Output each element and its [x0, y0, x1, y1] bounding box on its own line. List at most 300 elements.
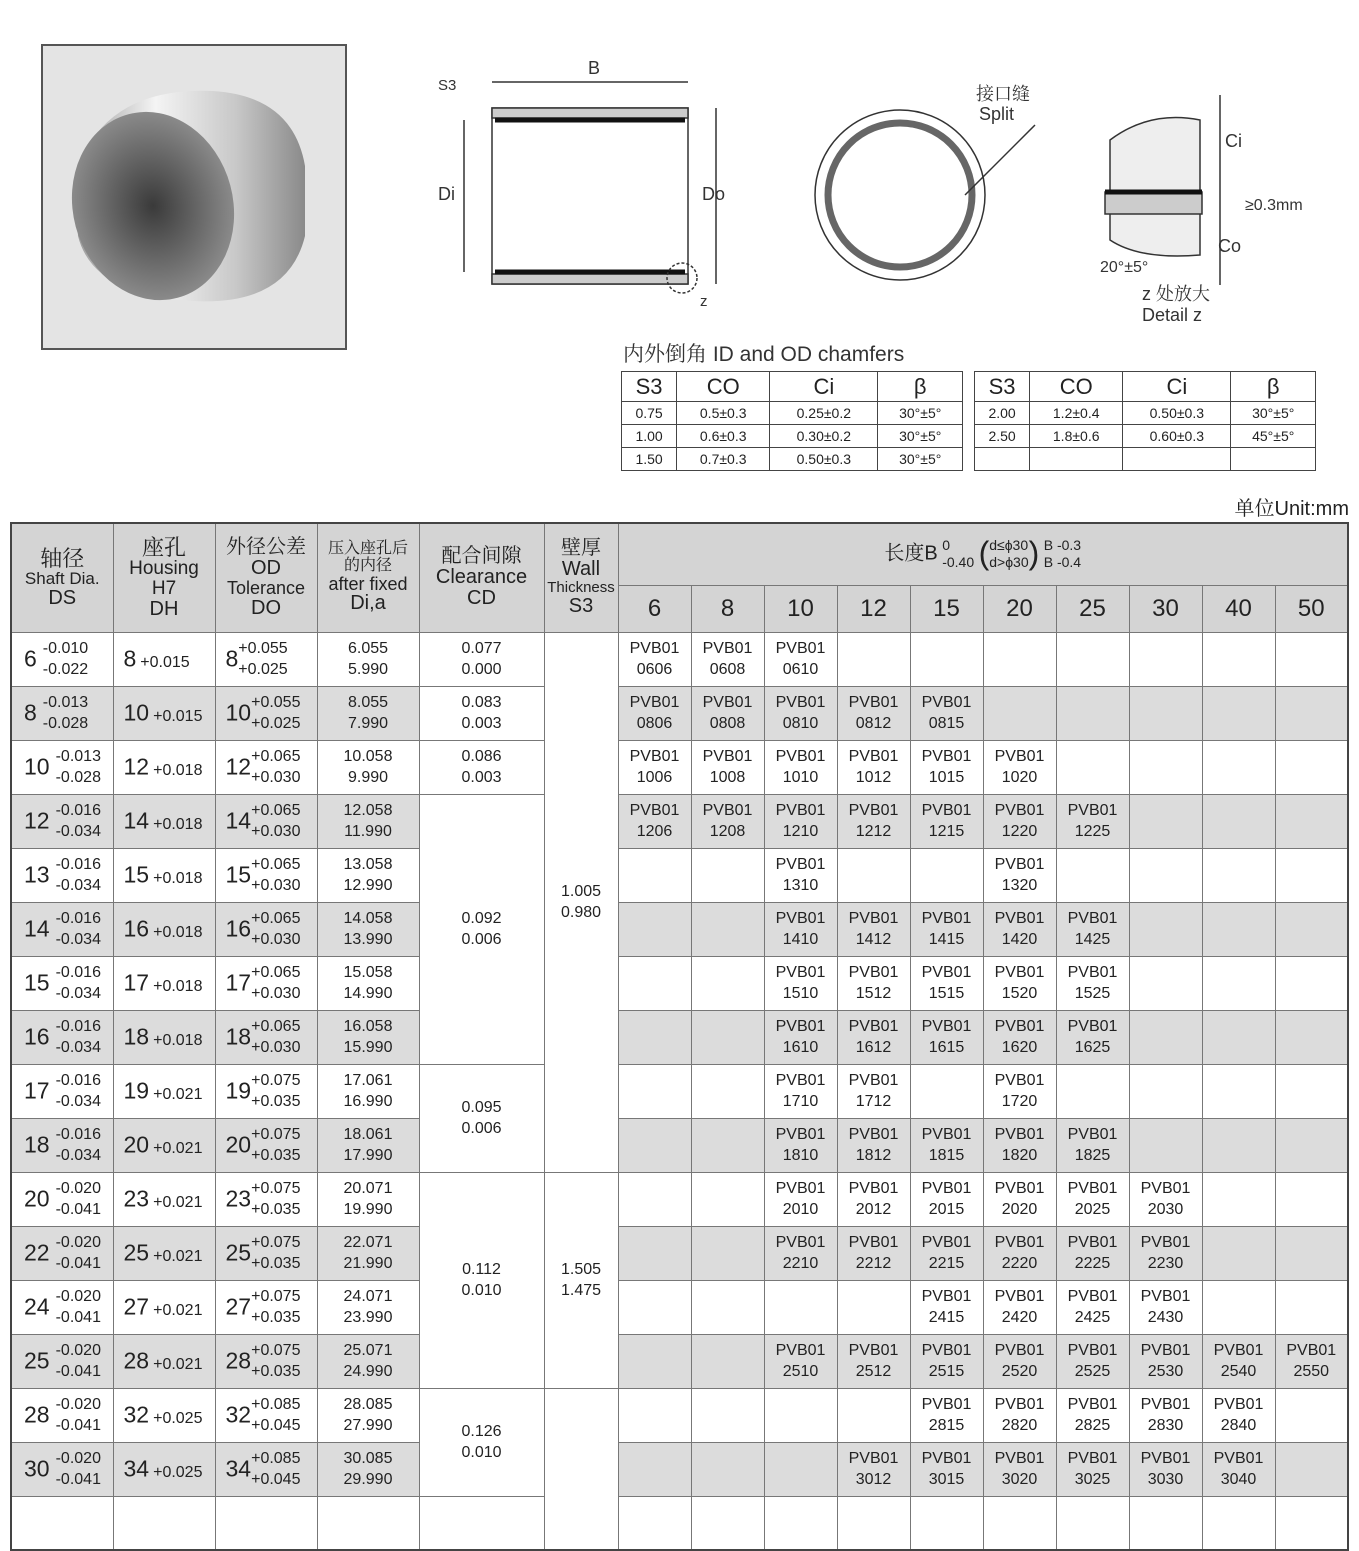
code-prefix: PVB01 — [994, 1180, 1045, 1197]
empty-cell — [1056, 1496, 1129, 1550]
tol-lower: +0.030 — [251, 769, 301, 786]
part-code-1610 — [764, 1010, 837, 1064]
part-code-cell — [1129, 848, 1202, 902]
part-code-1510 — [764, 956, 837, 1010]
code-prefix: PVB01 — [994, 964, 1045, 981]
part-code-cell — [1202, 686, 1275, 740]
clearance-min: 0.006 — [461, 1120, 502, 1137]
after-fixed-cell — [317, 1388, 419, 1442]
chamfer-header-1: CO — [1030, 372, 1123, 402]
length-col-6: 6 — [618, 585, 691, 632]
id-min: 14.990 — [343, 985, 393, 1002]
after-fixed-cell — [317, 686, 419, 740]
length-col-10: 10 — [764, 585, 837, 632]
id-max: 22.071 — [343, 1234, 393, 1251]
housing-dia: 18 — [123, 1023, 150, 1050]
shaft-tol — [56, 1124, 101, 1166]
chamfer-cell: 45°±5° — [1231, 425, 1316, 448]
id-min: 24.990 — [343, 1363, 393, 1380]
shaft-dia-cell — [11, 1118, 113, 1172]
tol-upper: +0.075 — [251, 1342, 301, 1359]
part-code-0808 — [691, 686, 764, 740]
part-code-cell — [910, 632, 983, 686]
housing-tol: +0.021 — [153, 1086, 203, 1104]
wall-min: 0.980 — [560, 904, 602, 921]
code-number: 0606 — [636, 661, 673, 678]
od-cell — [215, 632, 317, 686]
tol-lower: -0.028 — [55, 769, 101, 786]
co-label: Co — [1218, 236, 1242, 256]
tol-upper: +0.065 — [251, 964, 301, 981]
od-cell — [215, 794, 317, 848]
part-code-cell — [837, 1388, 910, 1442]
part-code-cell — [691, 1064, 764, 1118]
tol-upper: +0.075 — [251, 1072, 301, 1089]
code-number: 2415 — [928, 1309, 965, 1326]
shaft-dia: 24 — [24, 1293, 50, 1320]
table-row — [11, 848, 1348, 902]
housing-tol: +0.021 — [153, 1194, 203, 1212]
part-code-1420 — [983, 902, 1056, 956]
empty-cell — [215, 1496, 317, 1550]
housing-cell — [113, 1010, 215, 1064]
tol-upper: -0.013 — [55, 748, 101, 765]
housing-dia: 23 — [123, 1185, 150, 1212]
part-code-2510 — [764, 1334, 837, 1388]
part-code-2030 — [1129, 1172, 1202, 1226]
code-prefix: PVB01 — [1067, 964, 1118, 981]
part-code-cell — [1056, 1064, 1129, 1118]
part-code-3015 — [910, 1442, 983, 1496]
code-prefix: PVB01 — [848, 802, 899, 819]
code-number: 2015 — [928, 1201, 965, 1218]
housing-dia: 8 — [123, 645, 137, 672]
code-prefix: PVB01 — [775, 1234, 826, 1251]
code-number: 1525 — [1074, 985, 1111, 1002]
shaft-tol — [56, 1016, 101, 1058]
part-code-cell — [1202, 740, 1275, 794]
detail-cn: z 处放大 — [1142, 284, 1211, 304]
id-max: 10.058 — [343, 748, 393, 765]
chamfer-cell: 1.8±0.6 — [1030, 425, 1123, 448]
chamfer-header-3: β — [878, 372, 963, 402]
part-code-cell — [618, 902, 691, 956]
header-length: 长度B 0 -0.40 ( d≤ϕ30 d>ϕ30 ) B -0.3 B -0.4 — [618, 523, 1348, 585]
shaft-tol — [43, 638, 88, 680]
code-prefix: PVB01 — [1213, 1396, 1264, 1413]
od-dia: 34 — [225, 1455, 252, 1482]
table-row — [11, 1010, 1348, 1064]
part-code-cell — [983, 686, 1056, 740]
chamfer-cell: 2.00 — [975, 402, 1030, 425]
od-tol — [238, 638, 287, 680]
tol-lower: -0.028 — [42, 715, 89, 732]
chamfer-header-3: β — [1231, 372, 1316, 402]
id-min: 15.990 — [343, 1039, 393, 1056]
housing-tol: +0.018 — [153, 762, 203, 780]
part-code-2825 — [1056, 1388, 1129, 1442]
wall-cell — [544, 1388, 618, 1550]
empty-cell — [837, 1496, 910, 1550]
code-number: 2825 — [1074, 1417, 1111, 1434]
chamfer-header-0: S3 — [975, 372, 1030, 402]
length-col-8: 8 — [691, 585, 764, 632]
code-number: 1615 — [928, 1039, 965, 1056]
part-code-2540 — [1202, 1334, 1275, 1388]
housing-tol: +0.021 — [153, 1248, 203, 1266]
code-number: 2512 — [855, 1363, 892, 1380]
code-number: 2425 — [1074, 1309, 1111, 1326]
shaft-dia: 10 — [24, 753, 50, 780]
part-code-cell — [1129, 1010, 1202, 1064]
part-code-1210 — [764, 794, 837, 848]
code-prefix: PVB01 — [775, 856, 826, 873]
id-min: 29.990 — [343, 1471, 393, 1488]
code-number: 0812 — [855, 715, 892, 732]
part-code-2012 — [837, 1172, 910, 1226]
part-code-cell — [1056, 740, 1129, 794]
split-cn: 接口缝 — [976, 84, 1030, 104]
housing-tol: +0.018 — [153, 924, 203, 942]
housing-dia: 12 — [123, 753, 150, 780]
code-number: 1208 — [709, 823, 746, 840]
tol-lower: +0.035 — [251, 1363, 301, 1380]
code-prefix: PVB01 — [994, 910, 1045, 927]
housing-cell — [113, 848, 215, 902]
od-tol — [251, 1070, 300, 1112]
part-code-2212 — [837, 1226, 910, 1280]
part-code-2430 — [1129, 1280, 1202, 1334]
code-number: 2420 — [1001, 1309, 1038, 1326]
housing-dia: 19 — [123, 1077, 150, 1104]
tol-upper: +0.065 — [251, 1018, 301, 1035]
part-code-3030 — [1129, 1442, 1202, 1496]
clearance-max: 0.092 — [461, 910, 502, 927]
od-cell — [215, 1010, 317, 1064]
code-prefix: PVB01 — [702, 640, 753, 657]
code-number: 1720 — [1001, 1093, 1038, 1110]
code-number: 0608 — [709, 661, 746, 678]
code-prefix: PVB01 — [775, 802, 826, 819]
od-dia: 27 — [225, 1293, 252, 1320]
part-code-cell — [1275, 1010, 1348, 1064]
after-fixed-cell — [317, 1226, 419, 1280]
part-code-cell — [1202, 1010, 1275, 1064]
code-prefix: PVB01 — [921, 1288, 972, 1305]
clearance-cell — [419, 686, 544, 740]
od-dia: 17 — [225, 969, 252, 996]
code-number: 2030 — [1147, 1201, 1184, 1218]
id-min: 13.990 — [343, 931, 393, 948]
clearance-min: 0.006 — [461, 931, 502, 948]
tol-lower: +0.030 — [251, 931, 301, 948]
shaft-tol — [56, 962, 101, 1004]
housing-cell — [113, 1064, 215, 1118]
part-code-0810 — [764, 686, 837, 740]
ci-label: Ci — [1225, 131, 1242, 151]
code-prefix: PVB01 — [1213, 1450, 1264, 1467]
code-number: 1620 — [1001, 1039, 1038, 1056]
part-code-cell — [1202, 956, 1275, 1010]
tol-lower: +0.035 — [251, 1309, 301, 1326]
code-number: 2210 — [782, 1255, 819, 1272]
tol-upper: -0.020 — [55, 1450, 101, 1467]
tol-upper: -0.013 — [42, 694, 89, 711]
unit-label: 单位Unit:mm — [1234, 498, 1349, 520]
shaft-dia-cell — [11, 1388, 113, 1442]
chamfer-cell: 30°±5° — [878, 402, 963, 425]
code-number: 0610 — [782, 661, 819, 678]
code-number: 1625 — [1074, 1039, 1111, 1056]
shaft-dia-cell — [11, 1172, 113, 1226]
od-dia: 19 — [225, 1077, 252, 1104]
after-fixed-cell — [317, 1172, 419, 1226]
wall-cell — [544, 632, 618, 1172]
part-code-1525 — [1056, 956, 1129, 1010]
chamfer-cell: 0.50±0.3 — [1123, 402, 1231, 425]
part-code-1820 — [983, 1118, 1056, 1172]
wall-max: 1.005 — [560, 883, 602, 900]
code-prefix: PVB01 — [994, 1450, 1045, 1467]
tol-upper: +0.065 — [251, 856, 301, 873]
od-tol — [251, 1232, 300, 1274]
tol-lower: -0.041 — [55, 1471, 101, 1488]
tol-upper: -0.020 — [55, 1234, 101, 1251]
table-row — [11, 1334, 1348, 1388]
table-row — [11, 1388, 1348, 1442]
after-fixed-cell — [317, 740, 419, 794]
code-number: 1515 — [928, 985, 965, 1002]
clearance-max: 0.112 — [462, 1261, 501, 1278]
part-code-cell — [764, 1442, 837, 1496]
chamfer-row — [622, 448, 963, 471]
code-number: 1810 — [782, 1147, 819, 1164]
shaft-dia-cell — [11, 1226, 113, 1280]
code-prefix: PVB01 — [775, 910, 826, 927]
od-dia: 18 — [225, 1023, 252, 1050]
part-code-cell — [691, 1442, 764, 1496]
chamfer-cell: 0.25±0.2 — [770, 402, 878, 425]
part-code-cell — [983, 632, 1056, 686]
code-number: 0810 — [782, 715, 819, 732]
tol-lower: -0.034 — [55, 823, 101, 840]
chamfer-row — [975, 425, 1316, 448]
part-code-1220 — [983, 794, 1056, 848]
part-code-2220 — [983, 1226, 1056, 1280]
od-dia: 28 — [225, 1347, 252, 1374]
code-prefix: PVB01 — [1067, 1450, 1118, 1467]
part-code-1412 — [837, 902, 910, 956]
code-prefix: PVB01 — [921, 1180, 972, 1197]
part-code-2512 — [837, 1334, 910, 1388]
part-code-cell — [618, 1334, 691, 1388]
housing-tol: +0.021 — [153, 1140, 203, 1158]
chamfer-cell: 0.7±0.3 — [677, 448, 770, 471]
part-code-1620 — [983, 1010, 1056, 1064]
code-number: 0815 — [928, 715, 965, 732]
code-number: 2012 — [855, 1201, 892, 1218]
part-code-cell — [1129, 632, 1202, 686]
code-number: 1510 — [782, 985, 819, 1002]
shaft-dia-cell — [11, 1064, 113, 1118]
tol-lower: -0.034 — [55, 1093, 101, 1110]
part-code-0806 — [618, 686, 691, 740]
code-prefix: PVB01 — [994, 1342, 1045, 1359]
shaft-dia-cell — [11, 1280, 113, 1334]
chamfer-cell — [1231, 448, 1316, 471]
code-prefix: PVB01 — [775, 1126, 826, 1143]
part-code-cell — [1275, 1442, 1348, 1496]
clearance-cell — [419, 1064, 544, 1172]
housing-dia: 34 — [123, 1455, 150, 1482]
part-code-1825 — [1056, 1118, 1129, 1172]
part-code-2520 — [983, 1334, 1056, 1388]
code-number: 1415 — [928, 931, 965, 948]
part-code-cell — [618, 1172, 691, 1226]
id-max: 14.058 — [343, 910, 393, 927]
part-code-3025 — [1056, 1442, 1129, 1496]
empty-cell — [764, 1496, 837, 1550]
detail-z-mark: z — [700, 293, 708, 310]
part-code-2020 — [983, 1172, 1056, 1226]
table-row — [11, 1064, 1348, 1118]
code-number: 2540 — [1220, 1363, 1257, 1380]
shaft-dia-cell — [11, 794, 113, 848]
tol-lower: -0.041 — [55, 1417, 101, 1434]
code-prefix: PVB01 — [775, 1018, 826, 1035]
part-code-cell — [1202, 1226, 1275, 1280]
table-row — [11, 794, 1348, 848]
code-number: 2025 — [1074, 1201, 1111, 1218]
housing-cell — [113, 1226, 215, 1280]
code-number: 1008 — [709, 769, 746, 786]
shaft-dia: 28 — [24, 1401, 50, 1428]
part-code-3012 — [837, 1442, 910, 1496]
code-number: 2010 — [782, 1201, 819, 1218]
part-code-cell — [1129, 956, 1202, 1010]
code-prefix: PVB01 — [848, 1180, 899, 1197]
code-number: 2515 — [928, 1363, 965, 1380]
part-code-cell — [618, 1010, 691, 1064]
od-cell — [215, 1064, 317, 1118]
code-prefix: PVB01 — [921, 1126, 972, 1143]
table-row — [11, 1280, 1348, 1334]
part-code-1310 — [764, 848, 837, 902]
code-number: 2840 — [1220, 1417, 1257, 1434]
tol-lower: +0.045 — [251, 1417, 301, 1434]
chamfer-row — [622, 402, 963, 425]
part-code-cell — [910, 1064, 983, 1118]
part-code-2210 — [764, 1226, 837, 1280]
id-max: 24.071 — [343, 1288, 393, 1305]
part-code-cell — [1202, 848, 1275, 902]
code-prefix: PVB01 — [1140, 1396, 1191, 1413]
dim-do: Do — [702, 184, 726, 204]
shaft-tol — [56, 800, 101, 842]
housing-cell — [113, 686, 215, 740]
part-code-cell — [618, 1226, 691, 1280]
clearance-min: 0.000 — [461, 661, 502, 678]
clearance-max: 0.126 — [461, 1423, 502, 1440]
od-tol — [251, 1448, 300, 1490]
part-code-cell — [1275, 1064, 1348, 1118]
shaft-tol — [56, 1286, 101, 1328]
after-fixed-cell — [317, 1442, 419, 1496]
code-prefix: PVB01 — [994, 748, 1045, 765]
chamfer-row — [975, 448, 1316, 471]
tol-upper: -0.020 — [55, 1180, 101, 1197]
tol-upper: -0.016 — [55, 1018, 101, 1035]
code-prefix: PVB01 — [921, 910, 972, 927]
housing-dia: 16 — [123, 915, 150, 942]
part-code-cell — [1275, 740, 1348, 794]
code-number: 1512 — [855, 985, 892, 1002]
part-code-2225 — [1056, 1226, 1129, 1280]
part-code-cell — [1202, 1064, 1275, 1118]
shaft-tol — [56, 854, 101, 896]
od-tol — [251, 908, 300, 950]
housing-dia: 20 — [123, 1131, 150, 1158]
shaft-dia-cell — [11, 1010, 113, 1064]
part-code-cell — [764, 1388, 837, 1442]
clearance-cell — [419, 1172, 544, 1388]
code-prefix: PVB01 — [848, 1126, 899, 1143]
part-code-0815 — [910, 686, 983, 740]
code-number: 1610 — [782, 1039, 819, 1056]
housing-cell — [113, 1172, 215, 1226]
clearance-min: 0.010 — [461, 1444, 502, 1461]
length-col-12: 12 — [837, 585, 910, 632]
code-number: 1020 — [1001, 769, 1038, 786]
housing-cell — [113, 956, 215, 1010]
code-prefix: PVB01 — [775, 1180, 826, 1197]
part-code-1515 — [910, 956, 983, 1010]
tol-lower: -0.034 — [55, 1039, 101, 1056]
code-prefix: PVB01 — [994, 1234, 1045, 1251]
tol-lower: +0.035 — [251, 1147, 301, 1164]
chamfer-row — [975, 402, 1316, 425]
tol-upper: +0.065 — [251, 802, 301, 819]
part-code-0812 — [837, 686, 910, 740]
tol-lower: -0.034 — [55, 877, 101, 894]
part-code-2815 — [910, 1388, 983, 1442]
shaft-dia-cell — [11, 956, 113, 1010]
dim-di: Di — [438, 184, 455, 204]
tol-lower: +0.025 — [238, 661, 288, 678]
part-code-cell — [1129, 740, 1202, 794]
code-prefix: PVB01 — [1140, 1234, 1191, 1251]
part-code-1425 — [1056, 902, 1129, 956]
part-code-cell — [691, 1334, 764, 1388]
part-code-cell — [1275, 1226, 1348, 1280]
code-number: 3020 — [1001, 1471, 1038, 1488]
od-tol — [251, 1124, 300, 1166]
chamfer-cell: 0.5±0.3 — [677, 402, 770, 425]
header-after-fixed: 压入座孔后 的内径 after fixed Di,a — [317, 523, 419, 632]
tol-lower: +0.035 — [251, 1201, 301, 1218]
housing-cell — [113, 1280, 215, 1334]
part-code-1215 — [910, 794, 983, 848]
part-code-0606 — [618, 632, 691, 686]
empty-cell — [1202, 1496, 1275, 1550]
chamfer-cell: 0.6±0.3 — [677, 425, 770, 448]
code-number: 2830 — [1147, 1417, 1184, 1434]
empty-cell — [317, 1496, 419, 1550]
code-prefix: PVB01 — [1067, 1126, 1118, 1143]
part-code-1320 — [983, 848, 1056, 902]
od-tol — [251, 962, 300, 1004]
code-number: 2525 — [1074, 1363, 1111, 1380]
